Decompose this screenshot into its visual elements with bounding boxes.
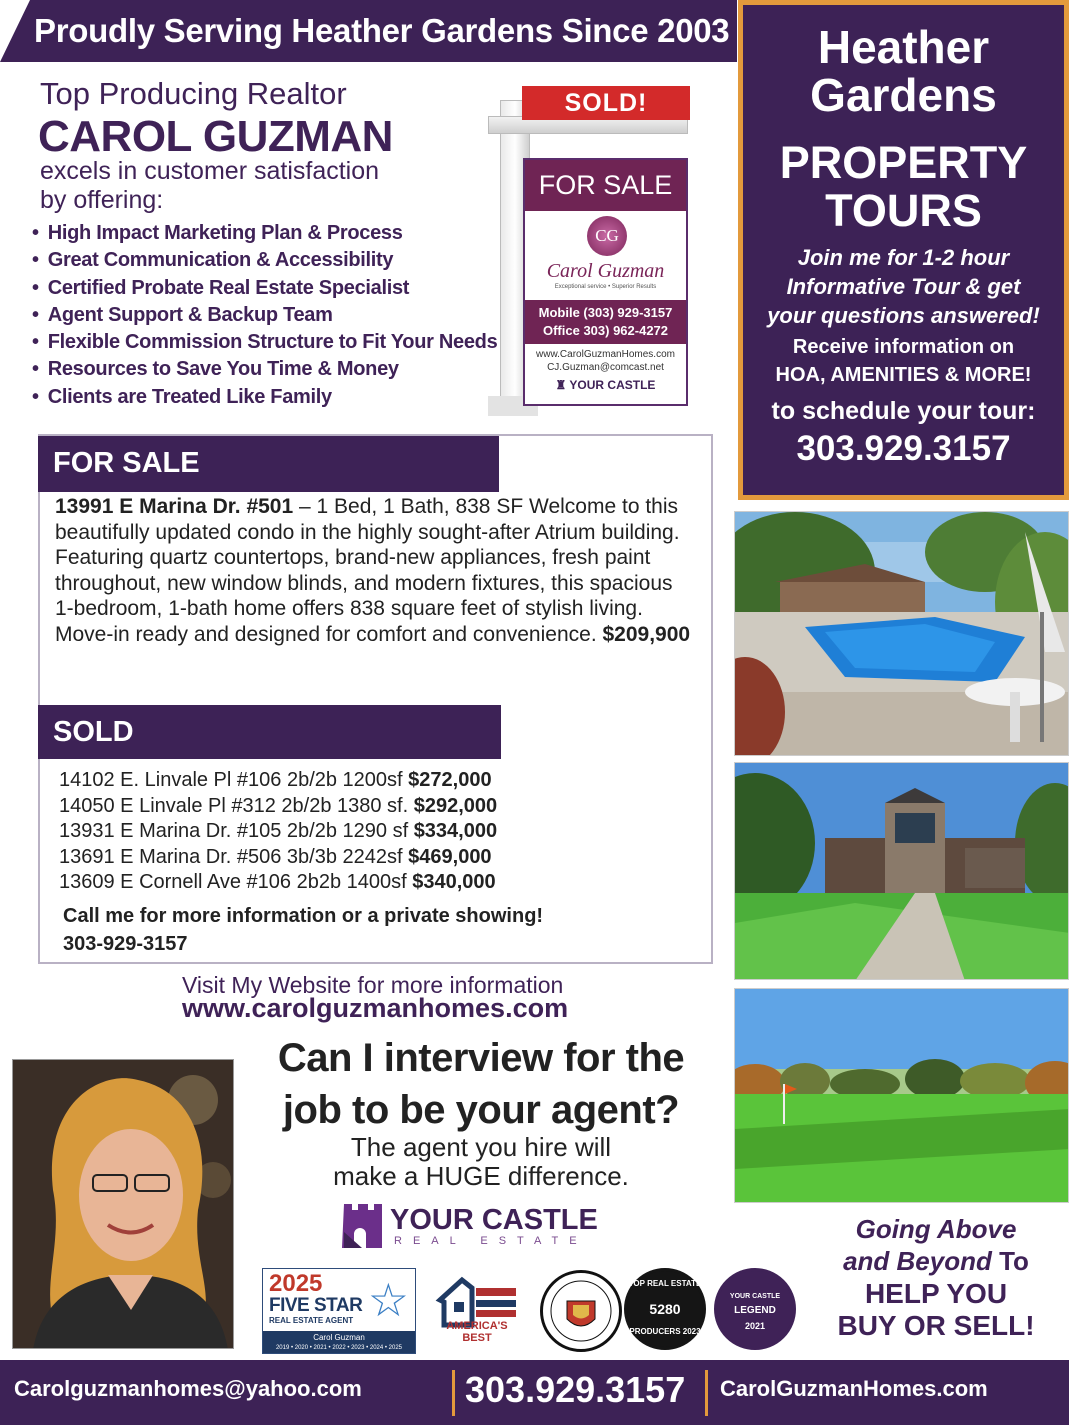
- sold-header: SOLD: [38, 705, 501, 759]
- benefits-list: [32, 222, 497, 413]
- legend-badge: [714, 1268, 796, 1350]
- legend-year: 2021: [744, 1321, 766, 1331]
- castle-logo-sub: REAL ESTATE: [394, 1235, 588, 1247]
- tour-invite: [743, 243, 1064, 330]
- five-star-years: 2019 • 2020 • 2021 • 2022 • 2023 • 2024 • 2025: [275, 1345, 403, 1351]
- tour-invite-line: Join me for 1-2 hour: [797, 245, 1010, 270]
- footer-website[interactable]: CarolGuzmanHomes.com: [720, 1376, 988, 1401]
- tour-heading: [743, 139, 1064, 235]
- clubhouse-photo: [734, 762, 1069, 980]
- tour-title-line: Gardens: [810, 69, 997, 121]
- benefit-item: • Resources to Save You Time & Money: [32, 358, 497, 385]
- benefit-item: • Flexible Commission Structure to Fit Your Needs: [32, 331, 497, 358]
- five-star-name: [263, 1331, 415, 1353]
- for-sale-header: FOR SALE: [38, 436, 499, 492]
- sold-price: $272,000: [408, 769, 492, 791]
- americas-best-label: AMERICA'S BEST: [446, 1320, 508, 1344]
- sign-script-name: Carol Guzman: [546, 260, 665, 282]
- probate-specialist-badge: [540, 1270, 622, 1352]
- pool-photo: [734, 511, 1069, 756]
- sign-subline: Exceptional service • Superior Results: [554, 284, 657, 290]
- five-star-agent: Carol Guzman: [313, 1333, 365, 1342]
- sign-contact: [525, 348, 686, 374]
- call-to-action: [63, 902, 543, 958]
- sold-price: $340,000: [412, 871, 496, 893]
- going-above-phrase: Going Above: [855, 1214, 1017, 1244]
- sign-for-sale-label: FOR SALE: [525, 160, 686, 211]
- tour-info-line: HOA, AMENITIES & MORE!: [775, 364, 1032, 386]
- footer-bar: [0, 1360, 1069, 1425]
- banner-notch: [0, 0, 30, 62]
- tagline-line: by offering:: [40, 186, 164, 214]
- footer-divider: [705, 1370, 708, 1416]
- golf-course-photo: [734, 988, 1069, 1203]
- for-sale-listing: [55, 494, 695, 648]
- tour-heading-line: TOURS: [825, 185, 982, 236]
- five-star-sub: REAL ESTATE AGENT: [269, 1316, 354, 1325]
- benefit-item: • Agent Support & Backup Team: [32, 304, 497, 331]
- help-you-text: [816, 1278, 1056, 1342]
- website-link[interactable]: www.carolguzmanhomes.com: [182, 993, 569, 1023]
- sold-item: [59, 845, 497, 871]
- help-line: BUY OR SELL!: [837, 1310, 1035, 1341]
- tagline-line: excels in customer satisfaction: [40, 157, 380, 185]
- sold-rider: SOLD!: [522, 86, 690, 120]
- listings-panel: [38, 434, 713, 964]
- tour-schedule: to schedule your tour:: [771, 397, 1036, 425]
- five-star-year: 2025: [269, 1270, 323, 1297]
- footer-email[interactable]: Carolguzmanhomes@yahoo.com: [14, 1376, 362, 1401]
- realtor-name: CAROL GUZMAN: [38, 112, 393, 161]
- five-star-badge: [262, 1268, 416, 1354]
- listing-price: $209,900: [602, 622, 691, 646]
- top-producers-badge: [624, 1268, 706, 1350]
- difference-text: [316, 1133, 646, 1187]
- realtor-tagline: [40, 157, 379, 215]
- difference-line: The agent you hire will: [350, 1133, 612, 1162]
- tour-info-line: Receive information on: [792, 336, 1015, 358]
- sign-phones: [525, 300, 686, 344]
- sold-address: 14050 E Linvale Pl #312 2b/2b 1380 sf.: [59, 794, 414, 817]
- sold-price: $292,000: [413, 794, 498, 817]
- tour-invite-line: your questions answered!: [767, 303, 1040, 328]
- listing-description: Welcome to this beautifully updated condo in the highly sought-after Atrium building. Featuring quartz countertops, brand-new appliances, fresh paint throughout, new window blinds, and modern fixtures, this spacious 1-bedroom, 1-bath home offers 838 square feet of stylish living. Move-in ready and designed for comfort and convenience.: [55, 495, 680, 646]
- benefit-item: • Great Communication & Accessibility: [32, 249, 497, 276]
- going-above-line: [816, 1245, 1056, 1277]
- interview-headline: [256, 1032, 706, 1136]
- legend-mid: LEGEND: [734, 1305, 776, 1316]
- producers-mid: 5280: [649, 1301, 681, 1317]
- benefit-item: • Clients are Treated Like Family: [32, 386, 497, 413]
- beyond-phrase: and Beyond: [843, 1246, 992, 1276]
- listing-address: 13991 E Marina Dr. #501: [55, 495, 294, 518]
- call-line: Call me for more information or a private showing!: [63, 905, 544, 927]
- tour-invite-line: Informative Tour & get: [786, 274, 1021, 299]
- producers-bottom: PRODUCERS 2023: [629, 1327, 701, 1336]
- banner-text: Proudly Serving Heather Gardens Since 2003: [34, 12, 730, 49]
- sold-address: 13609 E Cornell Ave #106 2b2b 1400sf: [59, 871, 413, 893]
- tour-info: [743, 333, 1064, 389]
- sign-castle-logo: [525, 378, 686, 392]
- castle-logo-name: YOUR CASTLE: [390, 1204, 598, 1236]
- interview-line: job to be your agent?: [282, 1088, 680, 1132]
- difference-line: make a HUGE difference.: [333, 1161, 629, 1187]
- sold-price: $469,000: [408, 845, 492, 868]
- legend-top: YOUR CASTLE: [729, 1293, 781, 1300]
- tour-title: [743, 23, 1064, 119]
- monogram-logo: CG: [587, 216, 627, 256]
- agent-portrait: [12, 1059, 234, 1349]
- for-sale-sign: [523, 158, 688, 406]
- sold-address: 13931 E Marina Dr. #105 2b/2b 1290 sf: [59, 820, 414, 842]
- sold-list: [59, 768, 497, 896]
- sold-item: [59, 819, 497, 845]
- sign-mobile: Mobile (303) 929-3157: [538, 305, 673, 320]
- going-above-line: [816, 1213, 1056, 1245]
- sign-website: www.CarolGuzmanHomes.com: [536, 349, 675, 360]
- footer-phone[interactable]: 303.929.3157: [465, 1369, 686, 1410]
- tour-title-line: Heather: [817, 21, 990, 73]
- americas-best-badge: [432, 1270, 522, 1350]
- sign-email: CJ.Guzman@comcast.net: [547, 362, 664, 373]
- sign-office: Office 303) 962-4272: [542, 323, 669, 338]
- to-word: To: [991, 1246, 1029, 1276]
- sold-item: [59, 794, 497, 820]
- sold-item: [59, 768, 497, 794]
- probate-seal-icon: [543, 1273, 619, 1349]
- realtor-title: Top Producing Realtor: [40, 76, 347, 111]
- sold-address: 13691 E Marina Dr. #506 3b/3b 2242sf: [59, 845, 409, 868]
- tour-heading-line: PROPERTY: [779, 137, 1028, 188]
- benefit-item: • High Impact Marketing Plan & Process: [32, 222, 497, 249]
- producers-top: TOP REAL ESTATE: [628, 1279, 702, 1288]
- listing-specs: – 1 Bed, 1 Bath, 838 SF: [293, 495, 524, 518]
- sold-item: [59, 870, 497, 896]
- benefit-item: • Certified Probate Real Estate Specialist: [32, 277, 497, 304]
- sign-logo-text: YOUR CASTLE: [569, 378, 656, 392]
- tour-phone: 303.929.3157: [796, 429, 1011, 468]
- interview-line: Can I interview for the: [277, 1036, 685, 1080]
- footer-divider: [452, 1370, 455, 1416]
- going-above-text: [816, 1213, 1056, 1277]
- star-icon: ☆: [367, 1274, 409, 1326]
- castle-icon: [342, 1202, 384, 1248]
- property-tours-box: [738, 0, 1069, 500]
- your-castle-logo: [342, 1202, 612, 1252]
- sold-address: 14102 E. Linvale Pl #106 2b/2b 1200sf: [59, 769, 409, 791]
- help-line: HELP YOU: [864, 1278, 1008, 1309]
- call-phone: 303-929-3157: [63, 933, 188, 955]
- sold-price: $334,000: [413, 820, 498, 842]
- five-star-title: FIVE STAR: [269, 1295, 363, 1316]
- castle-icon: ♜: [555, 378, 570, 392]
- visit-website-text: Visit My Website for more information: [182, 972, 564, 998]
